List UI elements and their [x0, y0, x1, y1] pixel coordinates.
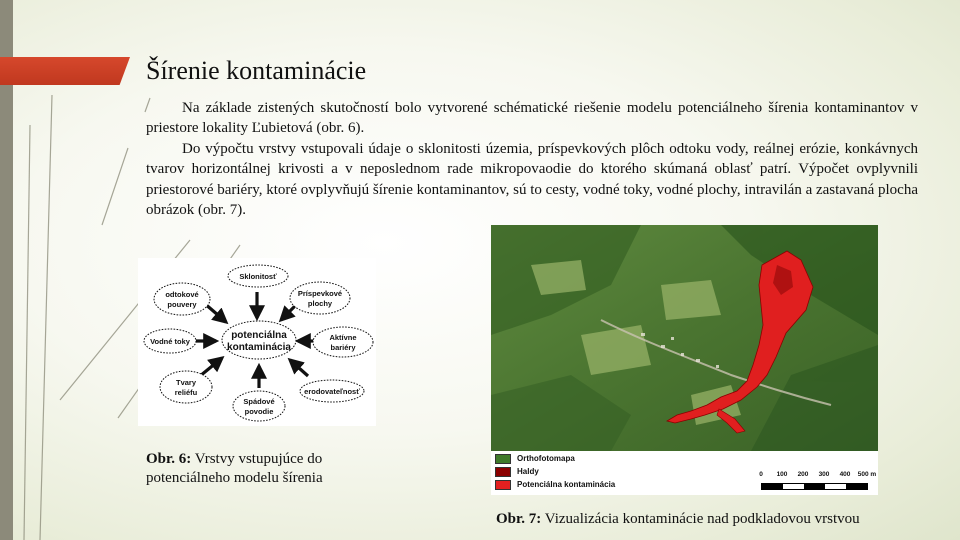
map-legend — [491, 451, 878, 495]
node-label: bariéry — [330, 343, 356, 352]
node-prispevkove-plochy — [290, 282, 350, 314]
figure-6-caption — [146, 450, 386, 488]
node-label: plochy — [307, 299, 333, 308]
legend-label: Potenciálna kontaminácia — [517, 480, 616, 489]
caption-7-label: Obr. 7: — [496, 511, 542, 527]
scale-label: 0 — [759, 471, 763, 478]
orthophoto-map — [491, 225, 878, 451]
legend-item — [495, 479, 615, 490]
node-label: Tvary — [175, 378, 197, 387]
node-label: Aktívne — [329, 333, 357, 342]
scale-label: 500 m — [857, 471, 877, 478]
node-label: povodie — [244, 407, 274, 416]
paragraph-2: Do výpočtu vrstvy vstupovali údaje o sklonitosti územia, príspevkových plôch odtoku vody, reálnej erózie, konkávnych tvarov horizontálnej krivosti a v neposlednom rade mikropovaodie do ktorého skúmaná oblasť patrí. Výpočet ovplyvnili priestorové bariéry, ktoré ovplyvňujú šírenie kontaminantov, sú to cesty, vodné toky, vodné plochy, intravilán a zastavaná plocha obrázok (obr. 7). — [146, 140, 919, 219]
node-label: reliéfu — [174, 388, 198, 397]
node-label: erodovateľnosť — [304, 387, 360, 396]
paragraph-1: Na základe zistených skutočností bolo vytvorené schématické riešenie modelu potenciálneho šírenia kontaminantov v priestore lokality Ľubietová (obr. 6). — [146, 100, 918, 137]
figure-6-diagram — [138, 258, 376, 426]
node-label: Spádové — [243, 397, 275, 406]
node-label: pouvery — [167, 300, 197, 309]
caption-6-label: Obr. 6: — [146, 451, 192, 467]
body-text — [146, 98, 918, 220]
node-label: Vodné toky — [150, 337, 190, 346]
legend-label: Orthofotomapa — [517, 454, 575, 463]
legend-swatch — [495, 454, 511, 464]
legend-swatch — [495, 467, 511, 477]
slide-title: Šírenie kontaminácie — [146, 56, 367, 85]
map-scale-bar — [761, 471, 875, 491]
scale-label: 100 — [776, 471, 788, 478]
legend-item — [495, 453, 575, 464]
scale-label: 300 — [818, 471, 830, 478]
node-label: odtokové — [165, 290, 199, 299]
figure-7-map — [491, 225, 878, 495]
center-label-2: kontaminácia — [227, 342, 291, 353]
center-label-1: potenciálna — [231, 330, 287, 341]
node-odtokove-pouvery — [154, 283, 210, 315]
scale-label: 200 — [797, 471, 809, 478]
node-label: Sklonitosť — [239, 272, 277, 281]
scale-label: 400 — [839, 471, 851, 478]
node-tvary-reliefu — [160, 371, 212, 403]
legend-swatch — [495, 480, 511, 490]
figure-7-caption — [496, 510, 956, 528]
node-label: Príspevkové — [297, 289, 343, 298]
caption-7-text: Vizualizácia kontaminácie nad podkladovou vrstvou — [541, 511, 860, 527]
caption-6-text: Vrstvy vstupujúce do potenciálneho modelu šírenia — [146, 451, 323, 486]
legend-item — [495, 466, 539, 477]
node-spadove-povodie — [233, 391, 285, 421]
node-aktivne-bariery — [313, 327, 373, 357]
legend-label: Haldy — [517, 467, 539, 476]
